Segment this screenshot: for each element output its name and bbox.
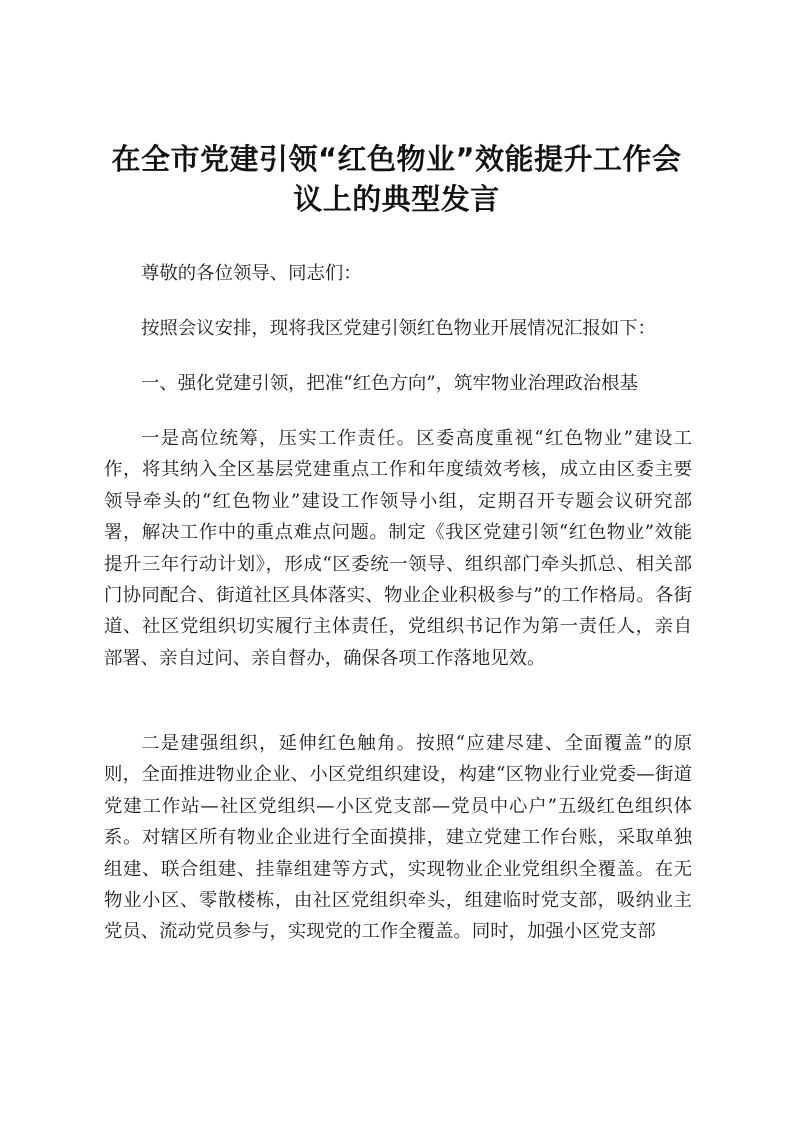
title-line-1: 在全市党建引领“红色物业”效能提升工作会 [111, 142, 682, 176]
paragraph-1: 一是高位统筹，压实工作责任。区委高度重视“红色物业”建设工作，将其纳入全区基层党建重点工作和年度绩效考核，成立由区委主要领导牵头的“红色物业”建设工作领导小组，定期召开专题会议研究部署，解决工作中的重点难点问题。制定《我区党建引领“红色物业”效能提升三年行动计划》，形成“区委统一领导、组织部门牵头抓总、相关部门协同配合、街道社区具体落实、物业企业积极参与”的工作格局。各街道、社区党组织切实履行主体责任，党组织书记作为第一责任人，亲自部署、亲自过问、亲自督办，确保各项工作落地见效。 [104, 428, 692, 669]
salutation: 尊敬的各位领导、同志们： [141, 263, 362, 284]
section-heading-1: 一、强化党建引领，把准“红色方向”，筑牢物业治理政治根基 [141, 373, 638, 394]
paragraph-2: 二是建强组织，延伸红色触角。按照“应建尽建、全面覆盖”的原则，全面推进物业企业、小区党组织建设，构建“区物业行业党委—街道党建工作站—社区党组织—小区党支部—党员中心户”五级红色组织体系。对辖区所有物业企业进行全面摸排，建立党建工作台账，采取单独组建、联合组建、挂靠组建等方式，实现物业企业党组织全覆盖。在无物业小区、零散楼栋，由社区党组织牵头，组建临时党支部，吸纳业主党员、流动党员参与，实现党的工作全覆盖。同时，加强小区党支部 [104, 733, 692, 943]
intro-paragraph: 按照会议安排，现将我区党建引领红色物业开展情况汇报如下： [141, 318, 656, 339]
title-line-2: 议上的典型发言 [293, 182, 500, 216]
document-title [95, 139, 698, 219]
